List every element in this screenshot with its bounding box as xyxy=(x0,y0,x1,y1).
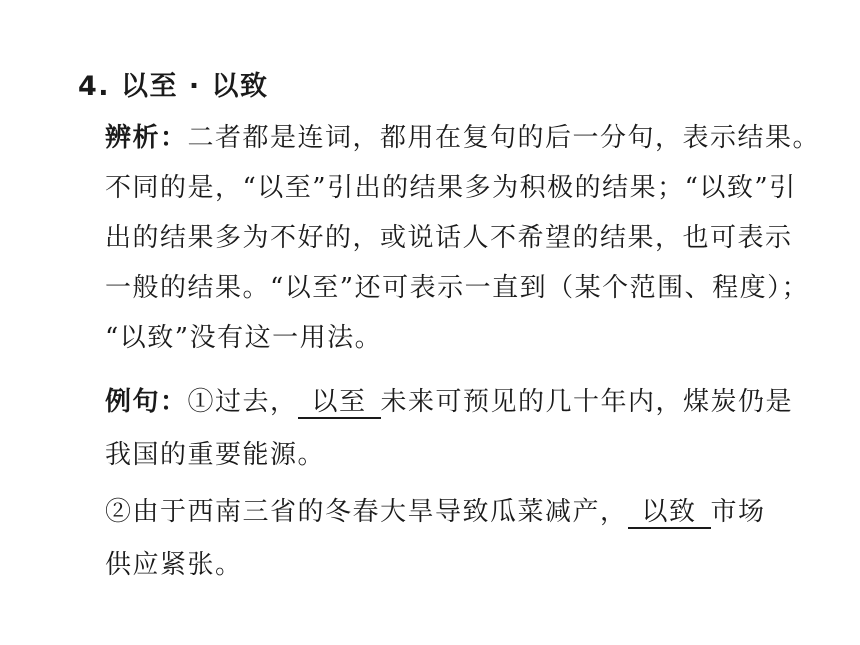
example-1-suffix: 未来可预见的几十年内，煤炭仍是 xyxy=(380,387,794,417)
example-2-line-1 xyxy=(105,495,766,529)
example-2-line-2: 供应紧张。 xyxy=(105,550,243,580)
analysis-text-1: 二者都是连词，都用在复句的后一分句，表示结果。 xyxy=(187,123,821,153)
section-heading: 4. 以至 · 以致 xyxy=(78,71,269,102)
analysis-line-1 xyxy=(105,121,820,155)
example-1-prefix: ①过去， xyxy=(187,387,298,417)
example-2-prefix: ②由于西南三省的冬春大旱导致瓜菜减产， xyxy=(105,497,628,527)
example-1-line-1 xyxy=(105,385,793,419)
example-1-answer-blank: 以至 xyxy=(298,387,381,419)
analysis-line-3: 出的结果多为不好的，或说话人不希望的结果，也可表示 xyxy=(105,223,793,253)
examples-label: 例句： xyxy=(105,387,188,417)
example-2-suffix: 市场 xyxy=(710,497,766,527)
analysis-line-5: “以致”没有这一用法。 xyxy=(105,323,383,353)
analysis-label: 辨析： xyxy=(105,123,188,153)
example-2-answer-blank: 以致 xyxy=(628,497,711,529)
analysis-line-2: 不同的是，“以至”引出的结果多为积极的结果；“以致”引 xyxy=(105,173,797,203)
analysis-line-4: 一般的结果。“以至”还可表示一直到（某个范围、程度）； xyxy=(105,273,810,303)
example-1-line-2: 我国的重要能源。 xyxy=(105,440,326,470)
